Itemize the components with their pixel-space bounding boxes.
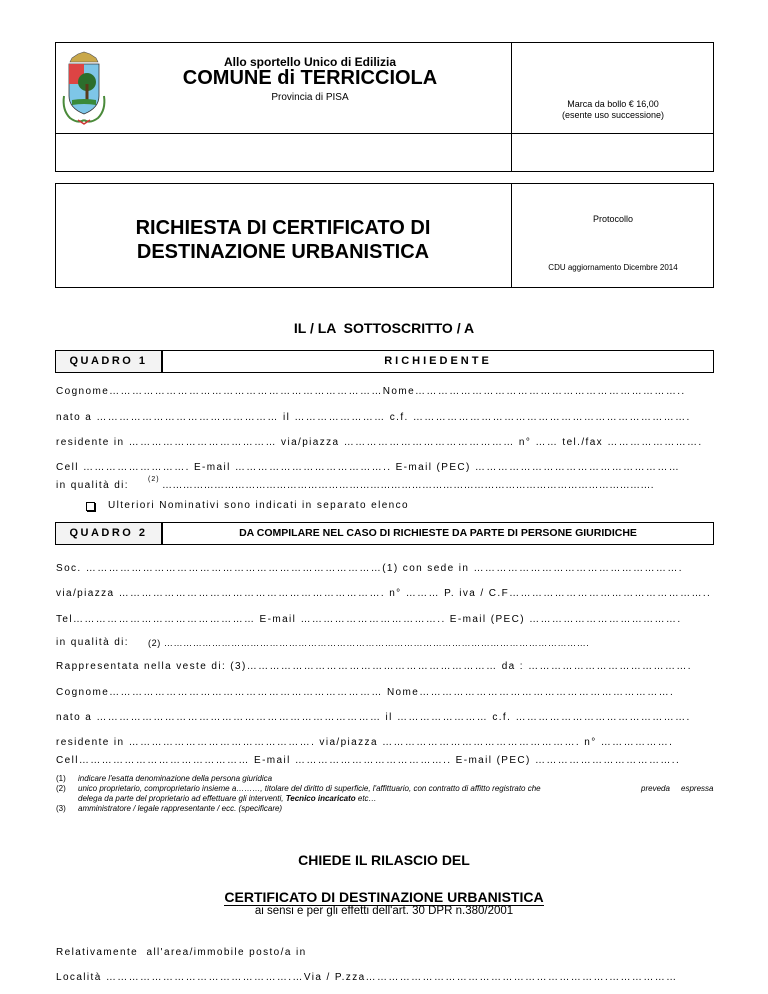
marca-bollo: Marca da bollo € 16,00 xyxy=(567,99,659,109)
note2-number: (2) xyxy=(56,784,66,793)
q1-residente-line[interactable]: residente in ………………………………… via/piazza ……………………………………… n° …… tel./fax ……………………. xyxy=(56,437,703,448)
q1-cognome-nome-line[interactable]: Cognome………………………………………………………………Nome…………………………………………………………….. xyxy=(56,386,686,397)
q2-nato-line[interactable]: nato a ………………………………………………………………… il …………………… c.f. ………………………………………. xyxy=(56,712,691,723)
cdu-aggiornamento: CDU aggiornamento Dicembre 2014 xyxy=(548,263,678,272)
note3-text: amministratore / legale rappresentante / ecc. (specificare) xyxy=(78,804,283,813)
chiede-heading: CHIEDE IL RILASCIO DEL xyxy=(298,852,470,868)
note2-espressa: espressa xyxy=(681,784,714,793)
q1-qualita-field[interactable]: ……………………………………………………………………………………………………………………………. xyxy=(162,480,654,491)
dpr-reference: ai sensi e per gli effetti dell'art. 30 DPR n.380/2001 xyxy=(254,905,514,917)
provincia-name: Provincia di PISA xyxy=(271,92,349,103)
q2-cell-email-line[interactable]: Cell……………………………………… E-mail ………………………………….. E-mail (PEC) ……………………………….. xyxy=(56,755,681,766)
relativamente-label: Relativamente all'area/immobile posto/a in xyxy=(56,947,307,958)
note2-preveda: preveda xyxy=(641,784,670,793)
note2-tecnico: Tecnico incaricato xyxy=(285,794,356,803)
certificato-heading xyxy=(0,889,768,905)
q2-residente-line[interactable]: residente in …………………………………………. via/piazza ……………………………………………. n° ………………. xyxy=(56,737,674,748)
q1-qualita-label: in qualità di: xyxy=(56,480,129,491)
note1-text: indicare l'esatta denominazione della persona giuridica xyxy=(78,774,273,783)
note2-text-continued xyxy=(78,794,377,803)
protocollo-label: Protocollo xyxy=(592,214,634,224)
document-title-line2: DESTINAZIONE URBANISTICA xyxy=(136,241,430,263)
ulteriori-checkbox-label: Ulteriori Nominativi sono indicati in separato elenco xyxy=(108,500,409,511)
sottoscritto-heading: IL / LA SOTTOSCRITTO / A xyxy=(293,320,475,336)
q2-qualita-label: in qualità di: xyxy=(56,637,129,648)
note1-number: (1) xyxy=(56,774,66,783)
note3-number: (3) xyxy=(56,804,66,813)
quadro1-heading: RICHIEDENTE xyxy=(384,355,492,367)
ulteriori-checkbox[interactable] xyxy=(86,502,95,511)
quadro2-heading: DA COMPILARE NEL CASO DI RICHIESTE DA PARTE DI PERSONE GIURIDICHE xyxy=(239,527,637,539)
header-divider xyxy=(55,133,714,134)
q1-qualita-note: (2) xyxy=(148,476,160,483)
note2-delega: delega da parte del proprietario ad effettuare gli interventi, xyxy=(78,794,286,803)
q2-qualita-field[interactable]: (2) ……………………………………………………………………………………………………………………. xyxy=(148,638,590,648)
localita-line[interactable]: Località ………………………………………….…Via / P.zza……………………………………………………….……………… xyxy=(56,972,678,983)
certificato-heading-text: CERTIFICATO DI DESTINAZIONE URBANISTICA xyxy=(224,889,544,905)
marca-bollo-note: (esente uso successione) xyxy=(561,110,665,120)
title-vertical-divider xyxy=(511,183,512,288)
q2-via-line[interactable]: via/piazza ……………………………………………………………. n° ……… P. iva / C.F…………………………………………….. xyxy=(56,588,712,599)
q2-tel-email-line[interactable]: Tel………………………………………… E-mail ……………………………….. E-mail (PEC) …………………………………. xyxy=(56,614,682,625)
coat-of-arms-logo xyxy=(60,50,108,128)
quadro1-label: QUADRO 1 xyxy=(69,355,148,367)
q2-rappresentata-line[interactable]: Rappresentata nella veste di: (3)………………………………………………………… da : ……………………………………. xyxy=(56,661,692,672)
q1-cell-email-line[interactable]: Cell ………………………. E-mail ………………………………….. E-mail (PEC) ……………………………………………… xyxy=(56,462,681,473)
note2-text: unico proprietario, comproprietario insieme a………, titolare del diritto di superficie, l'affittuario, con contratto di affitto registrato che xyxy=(78,784,541,793)
q2-soc-line[interactable]: Soc. ……………………………………………………………………(1) con sede in ………………………………………………. xyxy=(56,563,683,574)
document-title-line1: RICHIESTA DI CERTIFICATO DI xyxy=(135,217,431,239)
office-name: Allo sportello Unico di Edilizia xyxy=(223,55,396,69)
comune-name: COMUNE di TERRICCIOLA xyxy=(182,67,438,89)
q1-nato-line[interactable]: nato a ………………………………………… il …………………… c.f. ………………………………………………………………. xyxy=(56,412,691,423)
quadro2-label: QUADRO 2 xyxy=(69,527,148,539)
note2-etc: etc… xyxy=(355,794,377,803)
q2-cognome-nome-line[interactable]: Cognome……………………………………………………………… Nome…………………………………………………………. xyxy=(56,687,675,698)
